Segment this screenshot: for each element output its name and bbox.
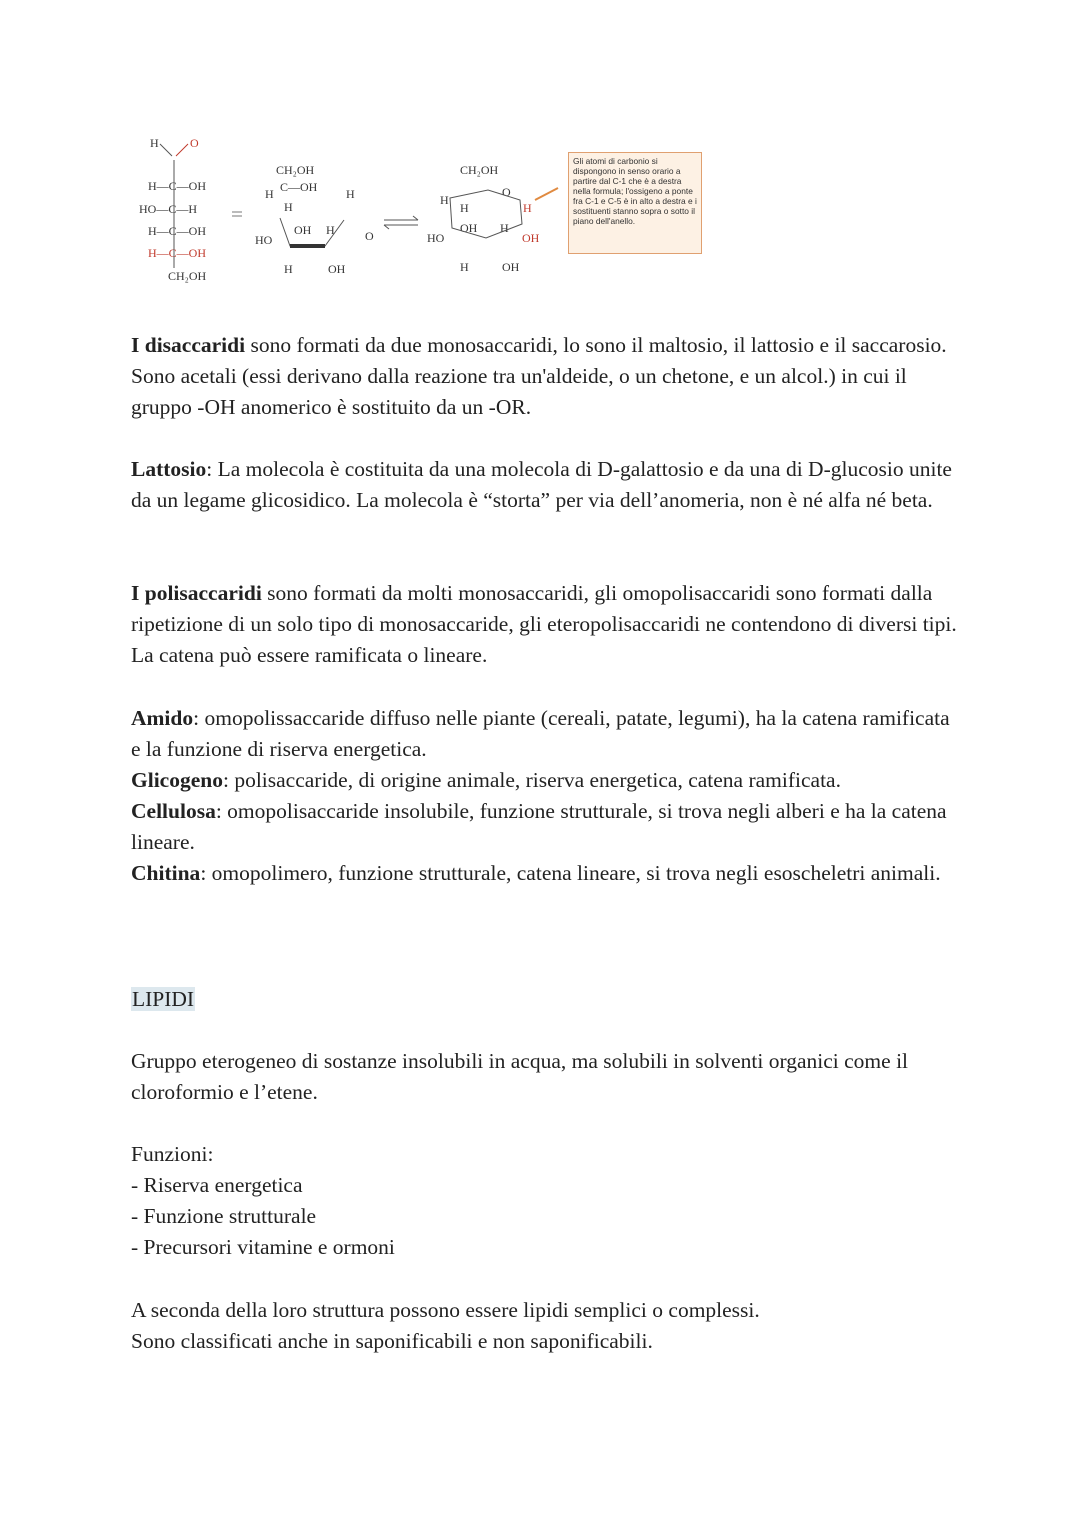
heading-lipidi-text: LIPIDI [132,987,195,1011]
funzioni-label: Funzioni: [131,1142,214,1166]
ring1-h-c2: H [326,223,335,237]
ring1-h-left: H [265,187,274,201]
ring2-ho: HO [427,231,445,245]
ring2-h-bottom: H [460,260,469,274]
funzioni-block [131,1139,961,1263]
text-polisaccaridi: sono formati da molti monosaccaridi, gli omopolisaccaridi sono formati dalla ripetizione di un solo tipo di monosaccaride, gli eteropolisaccaridi ne contendono di diversi tipi. La catena può essere ramificata o lineare. [131,581,957,667]
paragraph-polisaccaridi [131,578,961,671]
fischer-h: H [150,136,159,150]
term-chitina: Chitina [131,861,201,885]
paragraph-lattosio [131,454,961,516]
term-disaccaridi: I disaccaridi [131,333,246,357]
fischer-row-2: H—C—OH [148,179,207,193]
text-chitina: : omopolimero, funzione strutturale, catena lineare, si trova negli esoscheletri animali. [200,861,941,885]
section-heading-lipidi [131,984,961,1015]
ring1-oh-bottom: OH [328,262,346,276]
paragraph-chitina [131,858,961,889]
paragraph-glicogeno [131,765,961,796]
ring2-h-c1: H [523,201,532,215]
funzioni-list [131,1170,961,1263]
text-lattosio: : La molecola è costituita da una molecola di D-galattosio e da una di D-glucosio unite da un legame glicosidico. La molecola è “storta” per via dell’anomeria, non è né alfa né beta. [131,457,952,512]
text-glicogeno: : polisaccaride, di origine animale, riserva energetica, catena ramificata. [222,768,841,792]
text-disaccaridi: sono formati da due monosaccaridi, lo sono il maltosio, il lattosio e il saccarosio. Sono acetali (essi derivano dalla reazione tra un'aldeide, o un chetone, e un alcol.) in cui il gruppo -OH anomerico è sostituito da un -OR. [131,333,947,419]
paragraph-cellulosa [131,796,961,858]
ring1-oh: OH [294,223,312,237]
paragraph-struttura [131,1295,961,1357]
paragraph-lipidi-intro: Gruppo eterogeneo di sostanze insolubili in acqua, ma solubili in solventi organici come il cloroformio e l’etene. [131,1049,909,1104]
ring1-c-oh: C—OH [280,180,318,194]
term-polisaccaridi: I polisaccaridi [131,581,262,605]
ring2-oh-bottom: OH [502,260,520,274]
ring2-oh-c3: OH [460,221,478,235]
fischer-row-5: H—C—OH [148,246,207,260]
term-amido: Amido [131,706,194,730]
ring2-o: O [502,185,511,199]
term-cellulosa: Cellulosa [131,799,216,823]
ring1-h-bottom: H [284,262,293,276]
list-item: - Riserva energetica [131,1173,303,1197]
struttura-line-2: Sono classificati anche in saponificabili e non saponificabili. [131,1329,653,1353]
ring1-o: O [365,229,374,243]
list-item: - Funzione strutturale [131,1204,317,1228]
ring2-ch2oh: CH₂OH [460,163,499,177]
fischer-row-6: CH₂OH [168,269,207,283]
ring2-h-c2: H [500,221,509,235]
ring1-ch2oh: CH₂OH [276,163,315,177]
ring2-oh-c1: OH [522,231,540,245]
text-amido: : omopolissaccaride diffuso nelle piante (cereali, patate, legumi), ha la catena ramificata e la funzione di riserva energetica. [131,706,950,761]
text-cellulosa: : omopolisaccaride insolubile, funzione strutturale, si trova negli alberi e ha la catena lineare. [131,799,947,854]
paragraph-amido [131,703,961,765]
fischer-row-4: H—C—OH [148,224,207,238]
fischer-o: O [190,136,199,150]
list-item: - Precursori vitamine e ormoni [131,1235,395,1259]
figure-annotation-note: Gli atomi di carbonio si dispongono in senso orario a partire dal C-1 che è a destra nella formula; l'ossigeno a ponte fra C-1 e C-5 è in alto a destra e i sostituenti stanno sopra o sotto il piano dell'anello. [568,152,702,254]
glucose-structure-figure [130,128,720,288]
paragraph-disaccaridi [131,330,961,423]
ring1-h-right: H [346,187,355,201]
ring1-h-mid: H [284,200,293,214]
polysaccharide-examples [131,703,961,889]
struttura-line-1: A seconda della loro struttura possono essere lipidi semplici o complessi. [131,1298,760,1322]
ring2-h-c4: H [460,201,469,215]
term-glicogeno: Glicogeno [131,768,223,792]
fischer-row-3: HO—C—H [139,202,198,216]
ring1-ho: HO [255,233,273,247]
ring2-h-c5: H [440,193,449,207]
term-lattosio: Lattosio [131,457,207,481]
